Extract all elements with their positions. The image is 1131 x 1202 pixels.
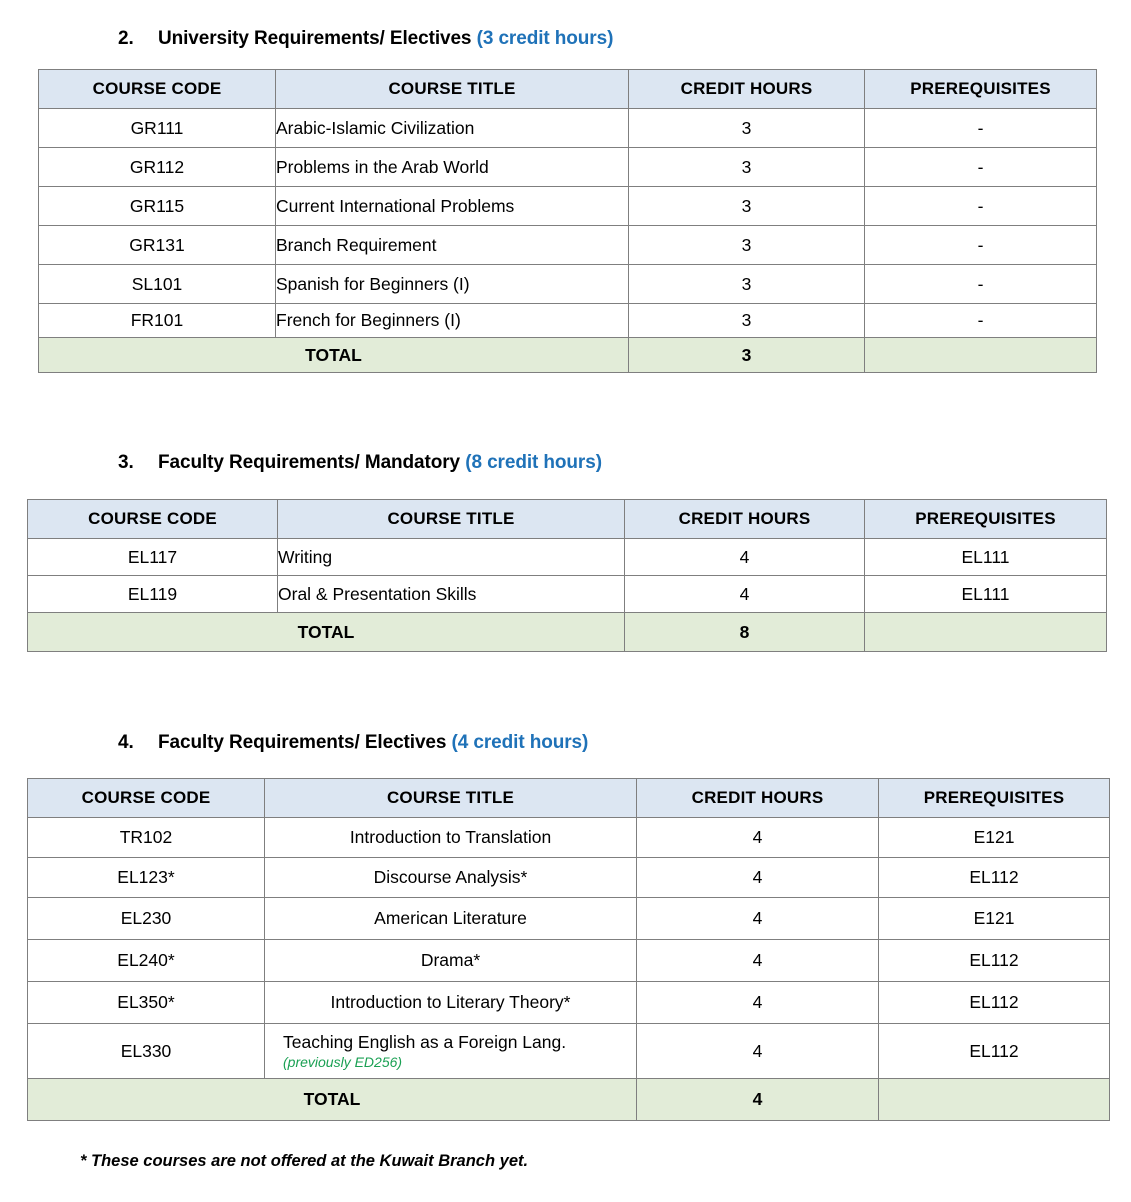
total-label: TOTAL bbox=[28, 1079, 637, 1121]
cell-prerequisites: EL112 bbox=[879, 858, 1110, 898]
table-row bbox=[28, 940, 1110, 982]
cell-prerequisites: - bbox=[865, 187, 1097, 226]
cell-course-title: Introduction to Literary Theory* bbox=[265, 982, 637, 1024]
cell-prerequisites: E121 bbox=[879, 818, 1110, 858]
cell-course-title: Discourse Analysis* bbox=[265, 858, 637, 898]
section-heading-4 bbox=[118, 732, 588, 754]
cell-course-code: EL350* bbox=[28, 982, 265, 1024]
section-title: Faculty Requirements/ Electives bbox=[158, 732, 447, 753]
total-label: TOTAL bbox=[39, 338, 629, 373]
table-faculty-requirements-mandatory bbox=[27, 499, 1107, 652]
total-credit-hours: 8 bbox=[625, 613, 865, 652]
section-credit-hours: (3 credit hours) bbox=[476, 28, 614, 49]
table-faculty-requirements-electives bbox=[27, 778, 1110, 1121]
total-credit-hours: 4 bbox=[637, 1079, 879, 1121]
cell-prerequisites: - bbox=[865, 265, 1097, 304]
table-row bbox=[28, 539, 1107, 576]
column-header-course-code: COURSE CODE bbox=[28, 500, 278, 539]
cell-course-code: GR112 bbox=[39, 148, 276, 187]
footnote: * These courses are not offered at the Kuwait Branch yet. bbox=[80, 1152, 529, 1170]
table-row bbox=[39, 109, 1097, 148]
table-header-row bbox=[28, 500, 1107, 539]
table-row bbox=[28, 858, 1110, 898]
cell-credit-hours: 4 bbox=[637, 1024, 879, 1079]
column-header-prerequisites: PREREQUISITES bbox=[865, 500, 1107, 539]
cell-course-code: EL117 bbox=[28, 539, 278, 576]
section-heading-3 bbox=[118, 452, 602, 474]
column-header-prerequisites: PREREQUISITES bbox=[865, 70, 1097, 109]
column-header-prerequisites: PREREQUISITES bbox=[879, 779, 1110, 818]
cell-credit-hours: 3 bbox=[629, 109, 865, 148]
cell-credit-hours: 3 bbox=[629, 265, 865, 304]
table-row bbox=[28, 1024, 1110, 1079]
column-header-credit-hours: CREDIT HOURS bbox=[637, 779, 879, 818]
total-credit-hours: 3 bbox=[629, 338, 865, 373]
cell-prerequisites: EL111 bbox=[865, 576, 1107, 613]
table-row bbox=[39, 226, 1097, 265]
section-heading-2 bbox=[118, 28, 613, 50]
total-prerequisites-empty bbox=[879, 1079, 1110, 1121]
table-row bbox=[39, 148, 1097, 187]
cell-credit-hours: 4 bbox=[625, 576, 865, 613]
column-header-course-title: COURSE TITLE bbox=[278, 500, 625, 539]
cell-course-title: Current International Problems bbox=[276, 187, 629, 226]
cell-course-title: Spanish for Beginners (I) bbox=[276, 265, 629, 304]
cell-prerequisites: EL112 bbox=[879, 1024, 1110, 1079]
table-row bbox=[28, 898, 1110, 940]
course-previous-code-note: (previously ED256) bbox=[283, 1053, 403, 1070]
cell-course-code: EL119 bbox=[28, 576, 278, 613]
cell-prerequisites: - bbox=[865, 148, 1097, 187]
cell-credit-hours: 4 bbox=[637, 940, 879, 982]
cell-course-title: Problems in the Arab World bbox=[276, 148, 629, 187]
column-header-course-title: COURSE TITLE bbox=[265, 779, 637, 818]
table-row bbox=[28, 818, 1110, 858]
table-header-row bbox=[39, 70, 1097, 109]
cell-credit-hours: 3 bbox=[629, 304, 865, 338]
table-total-row bbox=[28, 1079, 1110, 1121]
cell-prerequisites: - bbox=[865, 109, 1097, 148]
section-credit-hours: (4 credit hours) bbox=[451, 732, 589, 753]
cell-course-title: Introduction to Translation bbox=[265, 818, 637, 858]
total-label: TOTAL bbox=[28, 613, 625, 652]
table-total-row bbox=[39, 338, 1097, 373]
cell-prerequisites: EL112 bbox=[879, 940, 1110, 982]
column-header-credit-hours: CREDIT HOURS bbox=[625, 500, 865, 539]
cell-course-code: EL123* bbox=[28, 858, 265, 898]
section-title: University Requirements/ Electives bbox=[158, 28, 472, 49]
column-header-course-title: COURSE TITLE bbox=[276, 70, 629, 109]
table-row bbox=[39, 265, 1097, 304]
cell-course-code: GR111 bbox=[39, 109, 276, 148]
table-header-row bbox=[28, 779, 1110, 818]
cell-course-code: EL330 bbox=[28, 1024, 265, 1079]
cell-course-code: EL240* bbox=[28, 940, 265, 982]
cell-credit-hours: 4 bbox=[625, 539, 865, 576]
cell-course-title: Oral & Presentation Skills bbox=[278, 576, 625, 613]
cell-course-code: GR131 bbox=[39, 226, 276, 265]
cell-course-title: American Literature bbox=[265, 898, 637, 940]
table-row bbox=[28, 576, 1107, 613]
cell-credit-hours: 4 bbox=[637, 982, 879, 1024]
table-row bbox=[39, 304, 1097, 338]
cell-course-code: FR101 bbox=[39, 304, 276, 338]
column-header-course-code: COURSE CODE bbox=[28, 779, 265, 818]
cell-course-code: GR115 bbox=[39, 187, 276, 226]
column-header-credit-hours: CREDIT HOURS bbox=[629, 70, 865, 109]
table-row bbox=[28, 982, 1110, 1024]
table-total-row bbox=[28, 613, 1107, 652]
cell-course-title: Writing bbox=[278, 539, 625, 576]
cell-course-title bbox=[265, 1024, 637, 1079]
cell-credit-hours: 3 bbox=[629, 187, 865, 226]
total-prerequisites-empty bbox=[865, 338, 1097, 373]
total-prerequisites-empty bbox=[865, 613, 1107, 652]
cell-prerequisites: E121 bbox=[879, 898, 1110, 940]
cell-course-title: Arabic-Islamic Civilization bbox=[276, 109, 629, 148]
cell-credit-hours: 4 bbox=[637, 858, 879, 898]
cell-credit-hours: 3 bbox=[629, 148, 865, 187]
cell-course-title: French for Beginners (I) bbox=[276, 304, 629, 338]
cell-course-title: Branch Requirement bbox=[276, 226, 629, 265]
cell-credit-hours: 4 bbox=[637, 818, 879, 858]
cell-credit-hours: 3 bbox=[629, 226, 865, 265]
column-header-course-code: COURSE CODE bbox=[39, 70, 276, 109]
cell-course-code: EL230 bbox=[28, 898, 265, 940]
table-row bbox=[39, 187, 1097, 226]
cell-credit-hours: 4 bbox=[637, 898, 879, 940]
cell-course-code: TR102 bbox=[28, 818, 265, 858]
cell-prerequisites: EL111 bbox=[865, 539, 1107, 576]
section-number: 4. bbox=[118, 732, 134, 753]
cell-prerequisites: - bbox=[865, 226, 1097, 265]
cell-course-code: SL101 bbox=[39, 265, 276, 304]
course-title-text: Teaching English as a Foreign Lang. bbox=[283, 1032, 567, 1053]
cell-course-title: Drama* bbox=[265, 940, 637, 982]
table-university-requirements-electives bbox=[38, 69, 1097, 373]
section-number: 2. bbox=[118, 28, 134, 49]
section-credit-hours: (8 credit hours) bbox=[465, 452, 602, 473]
section-title: Faculty Requirements/ Mandatory bbox=[158, 452, 461, 473]
cell-prerequisites: - bbox=[865, 304, 1097, 338]
cell-prerequisites: EL112 bbox=[879, 982, 1110, 1024]
section-number: 3. bbox=[118, 452, 134, 473]
